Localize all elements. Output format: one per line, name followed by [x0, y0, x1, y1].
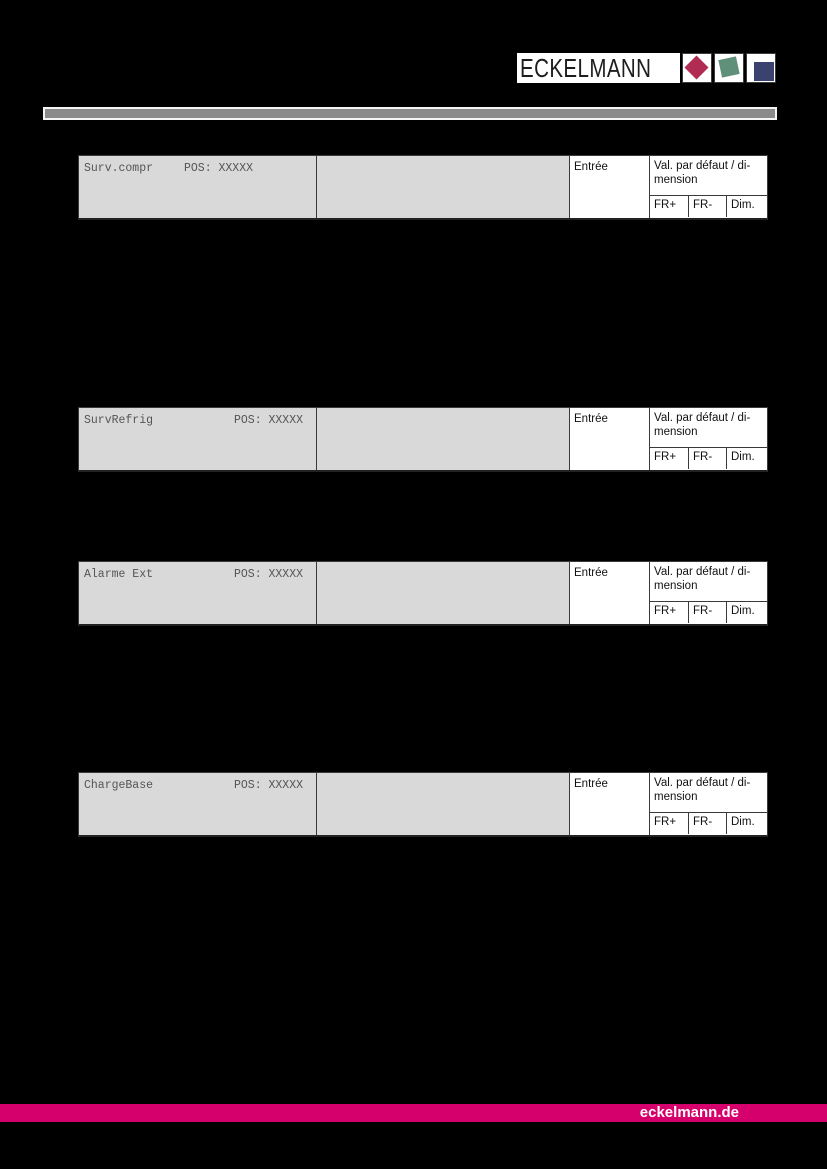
defaults-column-header: Val. par défaut / di-mension: [650, 156, 767, 196]
spec-table-alarme-ext: [78, 561, 768, 626]
table-title: ChargeBase: [84, 779, 154, 792]
fr-plus-column-header: FR+: [650, 196, 689, 217]
table-title-cell: [79, 562, 317, 624]
defaults-column: [650, 562, 767, 624]
defaults-subheader-row: [650, 813, 767, 834]
eckelmann-logo: [517, 53, 776, 83]
dim-column-header: Dim.: [731, 816, 755, 828]
defaults-column-header: Val. par défaut / di-mension: [650, 408, 767, 448]
pos-label: POS: XXXXX: [234, 414, 304, 427]
footer-bar: [0, 1104, 827, 1122]
fr-plus-column-header: FR+: [650, 448, 689, 469]
pos-label: POS: XXXXX: [234, 779, 304, 792]
logo-blue-box: [746, 53, 776, 83]
fr-minus-column-header: FR-: [689, 448, 727, 469]
blue-square-icon: [754, 62, 774, 81]
description-column-header: [317, 773, 570, 835]
table-title-cell: [79, 773, 317, 835]
red-diamond-icon: [684, 55, 708, 79]
entry-column-header: Entrée: [570, 156, 650, 218]
table-title: Alarme Ext: [84, 568, 154, 581]
brand-text: ECKELMANN: [520, 53, 652, 83]
entry-column-header: Entrée: [570, 562, 650, 624]
dim-column-header: Dim.: [731, 199, 755, 211]
fr-minus-column-header: FR-: [689, 813, 727, 834]
defaults-column: [650, 773, 767, 835]
dim-column-header: Dim.: [731, 451, 755, 463]
description-column-header: [317, 408, 570, 470]
dim-column-header: Dim.: [731, 605, 755, 617]
defaults-column: [650, 156, 767, 218]
logo-red-box: [682, 53, 712, 83]
pos-label: POS: XXXXX: [184, 162, 254, 175]
defaults-column: [650, 408, 767, 470]
spec-table-surv-compr: [78, 155, 768, 220]
table-title-cell: [79, 408, 317, 470]
brand-wordmark: [517, 53, 680, 83]
pos-label: POS: XXXXX: [234, 568, 304, 581]
defaults-column-header: Val. par défaut / di-mension: [650, 773, 767, 813]
footer-url: eckelmann.de: [639, 1104, 739, 1121]
fr-minus-column-header: FR-: [689, 602, 727, 623]
fr-plus-column-header: FR+: [650, 602, 689, 623]
description-column-header: [317, 562, 570, 624]
defaults-subheader-row: [650, 602, 767, 623]
logo-green-box: [714, 53, 744, 83]
entry-column-header: Entrée: [570, 408, 650, 470]
entry-column-header: Entrée: [570, 773, 650, 835]
fr-plus-column-header: FR+: [650, 813, 689, 834]
description-column-header: [317, 156, 570, 218]
table-title-cell: [79, 156, 317, 218]
table-title: Surv.compr: [84, 162, 154, 175]
defaults-column-header: Val. par défaut / di-mension: [650, 562, 767, 602]
spec-table-charge-base: [78, 772, 768, 837]
spec-table-surv-refrig: [78, 407, 768, 472]
section-divider-rule: [43, 107, 777, 120]
table-title: SurvRefrig: [84, 414, 154, 427]
fr-minus-column-header: FR-: [689, 196, 727, 217]
defaults-subheader-row: [650, 448, 767, 469]
defaults-subheader-row: [650, 196, 767, 217]
green-tilted-square-icon: [718, 56, 739, 77]
